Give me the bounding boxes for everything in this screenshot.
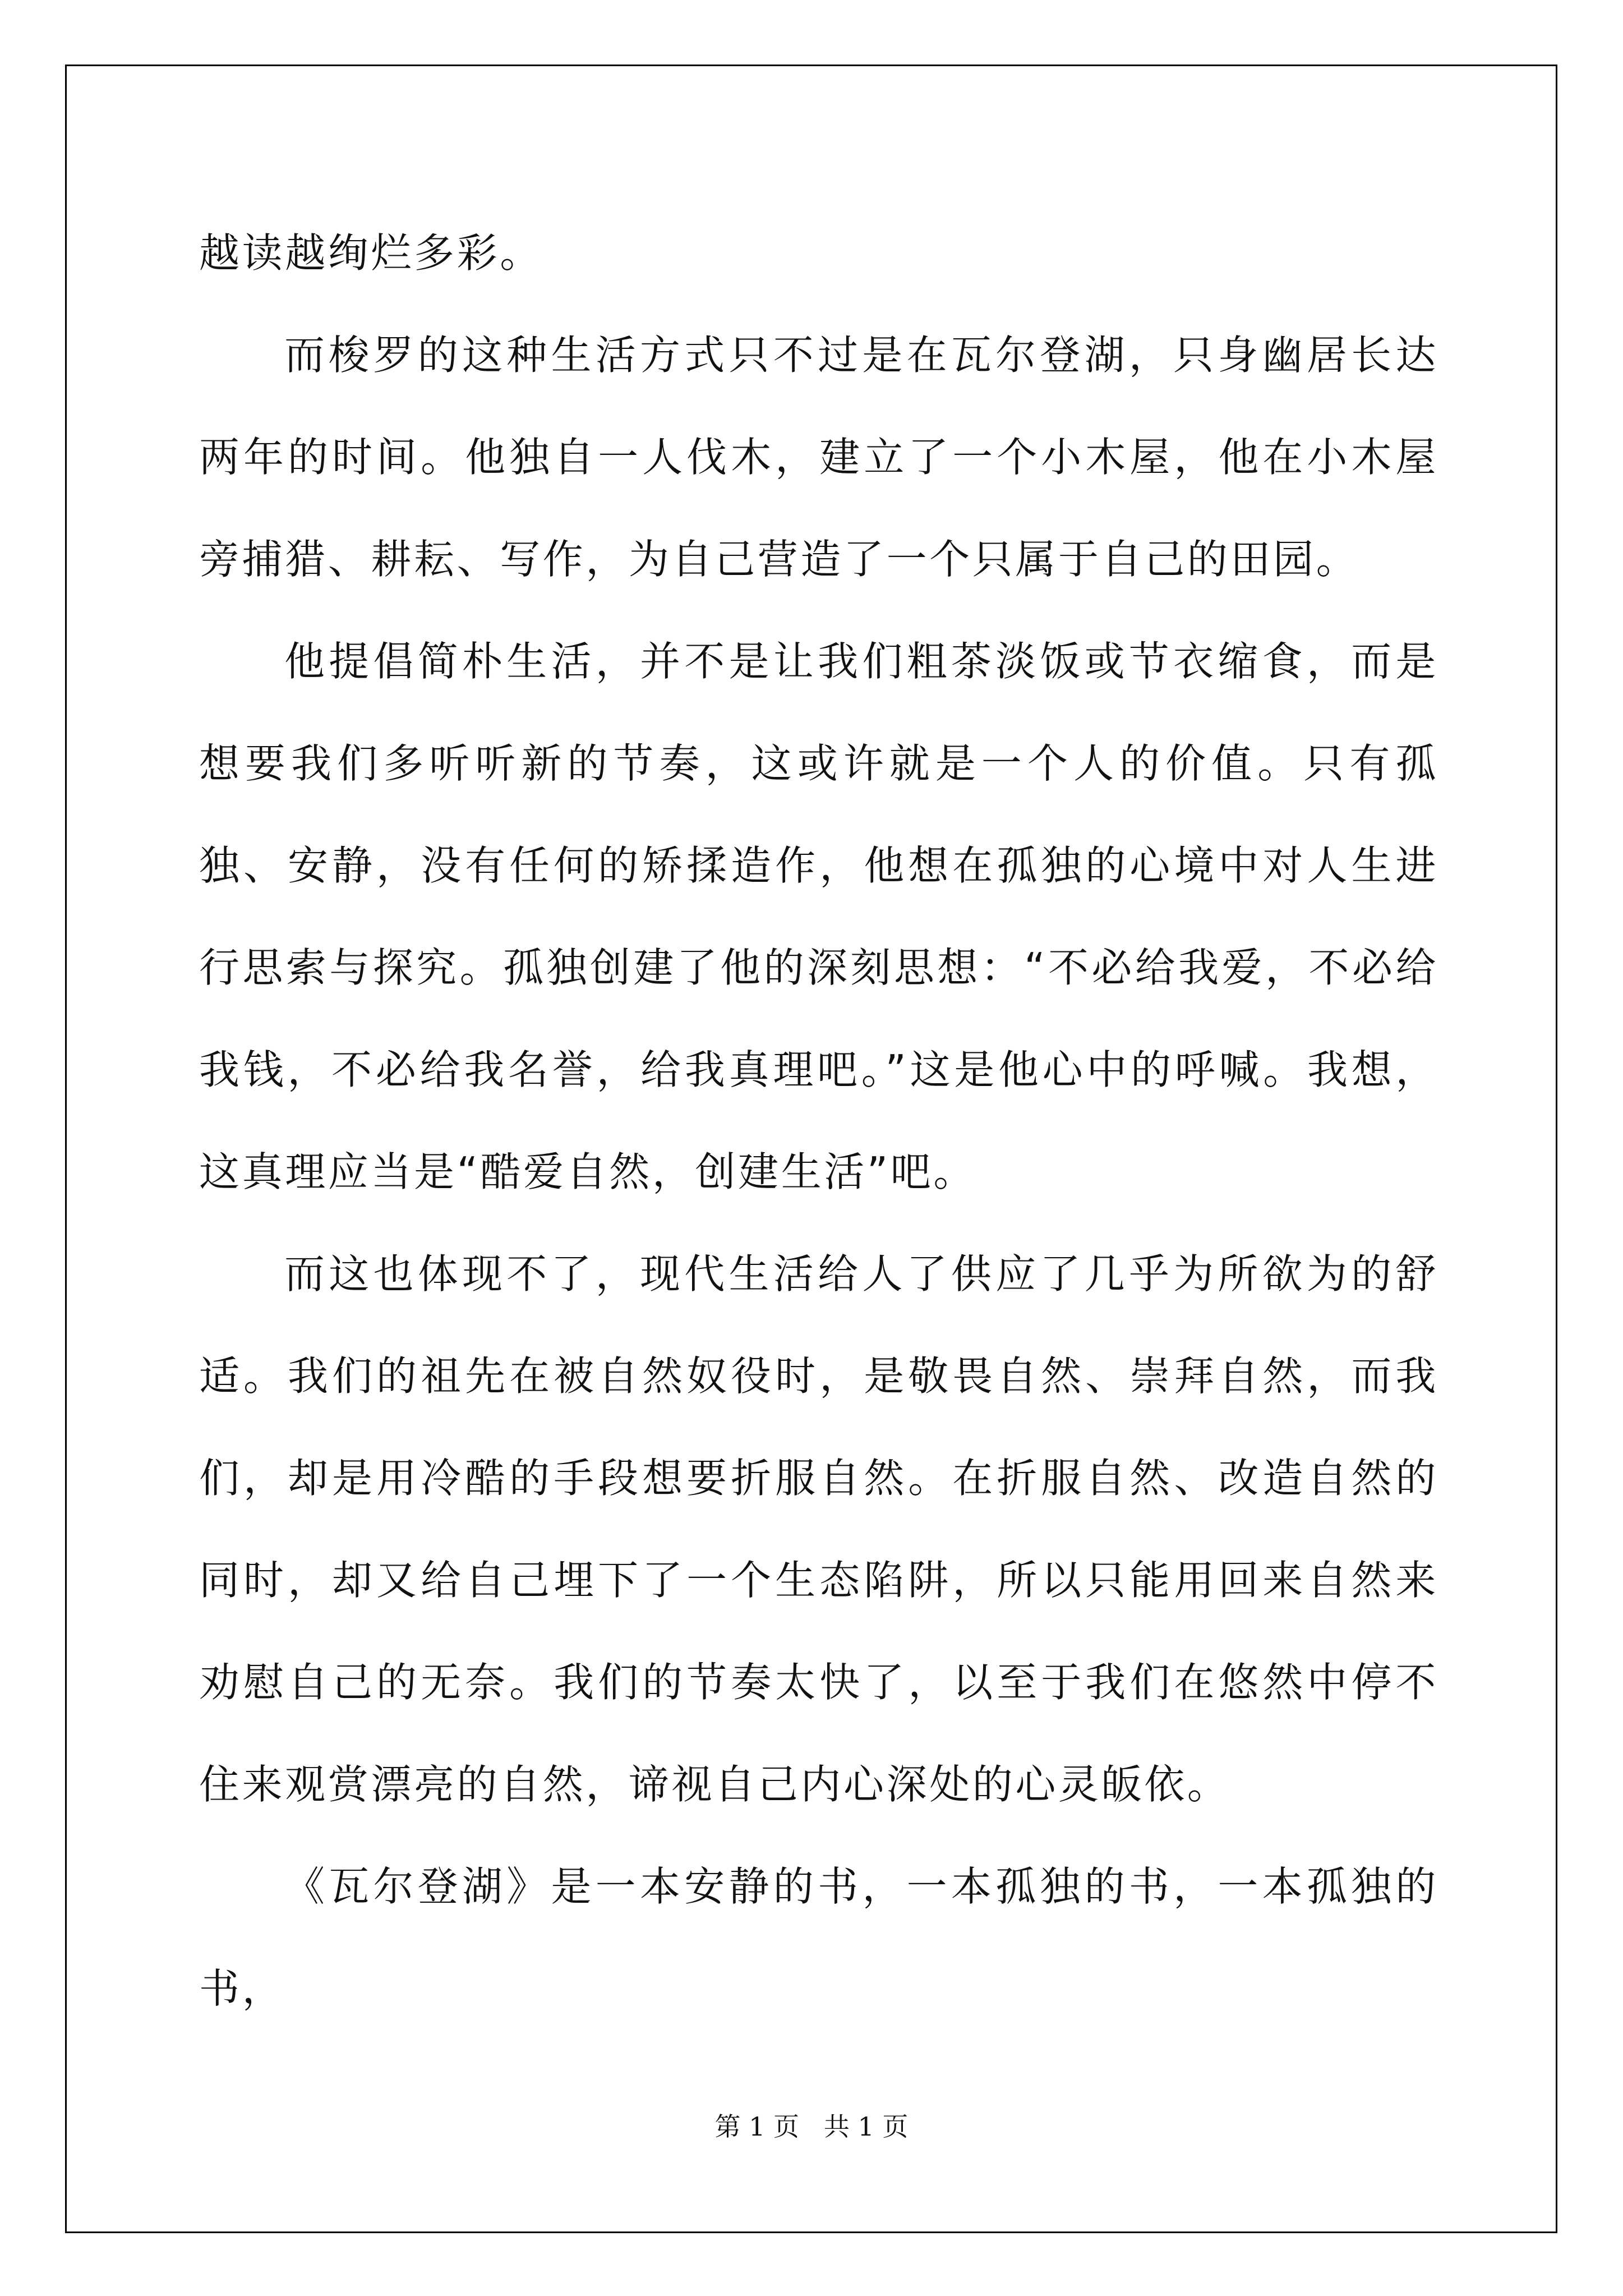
paragraph-thoreau-lifestyle: 而梭罗的这种生活方式只不过是在瓦尔登湖，只身幽居长达两年的时间。他独自一人伐木，建立了一个小木屋，他在小木屋旁捕猎、耕耘、写作，为自己营造了一个只属于自己的田园。 bbox=[199, 332, 1438, 583]
page-number-footer: 第 1 页 共 1 页 bbox=[714, 2111, 909, 2142]
document-body bbox=[199, 202, 1438, 2040]
paragraph-walden-book: 《瓦尔登湖》是一本安静的书，一本孤独的书，一本孤独的书， bbox=[199, 1863, 1438, 2012]
paragraph-modern-life: 而这也体现不了，现代生活给人了供应了几乎为所欲为的舒适。我们的祖先在被自然奴役时，是敬畏自然、崇拜自然，而我们，却是用冷酷的手段想要折服自然。在折服自然、改造自然的同时，却又给自己埋下了一个生态陷阱，所以只能用回来自然来劝慰自己的无奈。我们的节奏太快了，以至于我们在悠然中停不住来观赏漂亮的自然，谛视自己内心深处的心灵皈依。 bbox=[199, 1250, 1438, 1808]
paragraph-continuation: 越读越绚烂多彩。 bbox=[199, 229, 543, 277]
paragraph-simple-life: 他提倡简朴生活，并不是让我们粗茶淡饭或节衣缩食，而是想要我们多听听新的节奏，这或许就是一个人的价值。只有孤独、安静，没有任何的矫揉造作，他想在孤独的心境中对人生进行思索与探究。孤独创建了他的深刻思想：“不必给我爱，不必给我钱，不必给我名誉，给我真理吧。”这是他心中的呼喊。我想，这真理应当是“酷爱自然，创建生活”吧。 bbox=[199, 638, 1438, 1195]
